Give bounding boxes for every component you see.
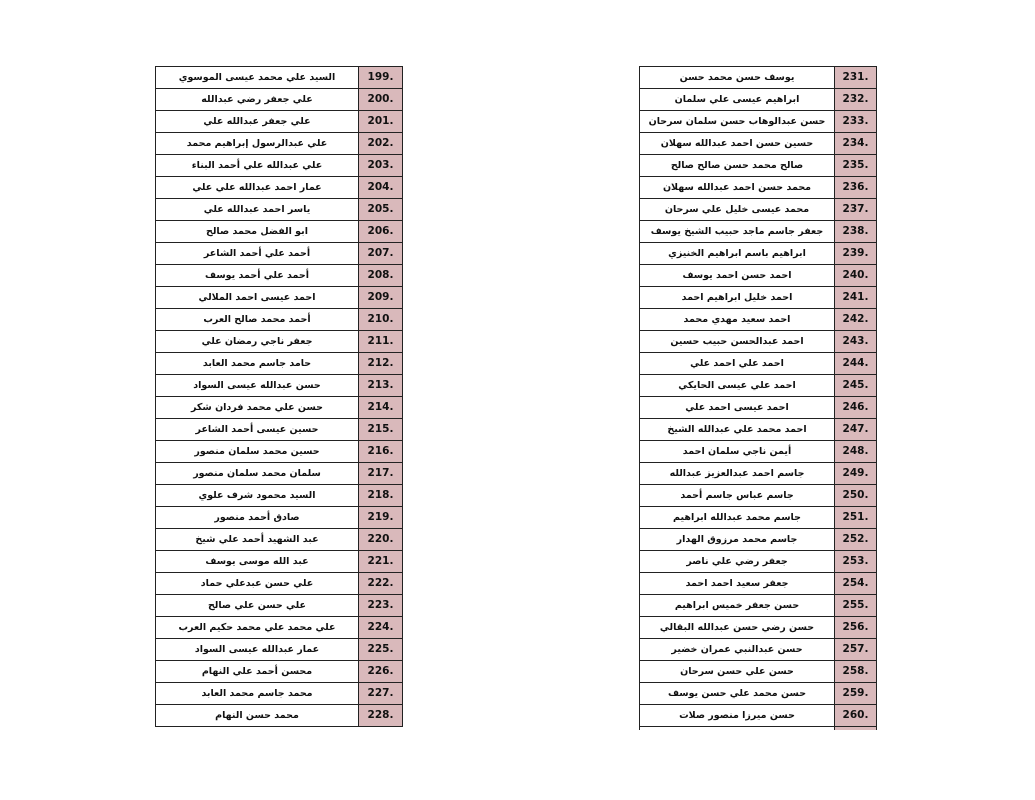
row-number: 201. — [359, 111, 403, 133]
person-name: السيد علي محمد عيسى الموسوي — [156, 67, 359, 89]
table-row — [156, 397, 403, 419]
person-name: حسن علي حسن سرحان — [640, 661, 835, 683]
row-number: 238. — [835, 221, 877, 243]
person-name: علي جعفر عبدالله علي — [156, 111, 359, 133]
table-row — [156, 705, 403, 727]
row-number: 231. — [835, 67, 877, 89]
table-row — [640, 243, 877, 265]
table-row — [156, 639, 403, 661]
person-name: علي عبدالله علي أحمد البناء — [156, 155, 359, 177]
table-row — [156, 155, 403, 177]
table-row — [156, 243, 403, 265]
person-name: احمد محمد علي عبدالله الشيخ — [640, 419, 835, 441]
row-number: 251. — [835, 507, 877, 529]
row-number: 207. — [359, 243, 403, 265]
table-row — [640, 617, 877, 639]
table-row — [156, 661, 403, 683]
person-name: احمد سعيد مهدي محمد — [640, 309, 835, 331]
table-row — [640, 155, 877, 177]
person-name: محمد عيسى خليل علي سرحان — [640, 199, 835, 221]
table-row — [156, 331, 403, 353]
table-row — [640, 463, 877, 485]
person-name: عمار احمد عبدالله علي علي — [156, 177, 359, 199]
row-number: 234. — [835, 133, 877, 155]
row-number: 260. — [835, 705, 877, 727]
person-name: عمار عبدالله عيسى السواد — [156, 639, 359, 661]
person-name: ياسر احمد عبدالله علي — [156, 199, 359, 221]
person-name: علي حسن علي صالح — [156, 595, 359, 617]
row-number: 216. — [359, 441, 403, 463]
table-row — [640, 529, 877, 551]
person-name: ابو الفضل محمد صالح — [156, 221, 359, 243]
person-name: علي محمد علي محمد حكيم العرب — [156, 617, 359, 639]
table-row — [156, 617, 403, 639]
row-number: 228. — [359, 705, 403, 727]
page-bottom-margin — [0, 730, 1035, 800]
person-name: عبد الله موسى يوسف — [156, 551, 359, 573]
table-row — [640, 397, 877, 419]
person-name: احمد عبدالحسن حبيب حسين — [640, 331, 835, 353]
names-table-right — [639, 66, 877, 771]
table-row — [640, 309, 877, 331]
person-name: ابراهيم باسم ابراهيم الخنيزي — [640, 243, 835, 265]
person-name: حسن رضي حسن عبدالله البقالي — [640, 617, 835, 639]
table-row — [640, 551, 877, 573]
row-number: 210. — [359, 309, 403, 331]
person-name: سلمان محمد سلمان منصور — [156, 463, 359, 485]
row-number: 248. — [835, 441, 877, 463]
person-name: أيمن ناجي سلمان احمد — [640, 441, 835, 463]
table-row — [156, 89, 403, 111]
row-number: 249. — [835, 463, 877, 485]
row-number: 221. — [359, 551, 403, 573]
person-name: حسن عبدالوهاب حسن سلمان سرحان — [640, 111, 835, 133]
person-name: علي حسن عبدعلي حماد — [156, 573, 359, 595]
person-name: حسن عبدالله عيسى السواد — [156, 375, 359, 397]
row-number: 246. — [835, 397, 877, 419]
row-number: 218. — [359, 485, 403, 507]
table-row — [640, 265, 877, 287]
row-number: 252. — [835, 529, 877, 551]
person-name: احمد علي عيسى الحايكي — [640, 375, 835, 397]
row-number: 241. — [835, 287, 877, 309]
table-row — [156, 287, 403, 309]
person-name: علي عبدالرسول إبراهيم محمد — [156, 133, 359, 155]
table-row — [640, 133, 877, 155]
person-name: أحمد علي أحمد يوسف — [156, 265, 359, 287]
row-number: 258. — [835, 661, 877, 683]
person-name: جاسم احمد عبدالعزيز عبدالله — [640, 463, 835, 485]
person-name: محمد حسن احمد عبدالله سهلان — [640, 177, 835, 199]
person-name: احمد عيسى احمد الملالي — [156, 287, 359, 309]
table-row — [156, 375, 403, 397]
person-name: حسين عيسى أحمد الشاعر — [156, 419, 359, 441]
row-number: 205. — [359, 199, 403, 221]
row-number: 235. — [835, 155, 877, 177]
person-name: يوسف حسن محمد حسن — [640, 67, 835, 89]
table-row — [640, 177, 877, 199]
table-row — [156, 133, 403, 155]
row-number: 208. — [359, 265, 403, 287]
person-name: علي جعفر رضي عبدالله — [156, 89, 359, 111]
table-row — [640, 199, 877, 221]
table-row — [640, 661, 877, 683]
row-number: 254. — [835, 573, 877, 595]
row-number: 256. — [835, 617, 877, 639]
table-row — [640, 507, 877, 529]
person-name: أحمد محمد صالح العرب — [156, 309, 359, 331]
person-name: أحمد علي أحمد الشاعر — [156, 243, 359, 265]
person-name: حسن ميرزا منصور صلات — [640, 705, 835, 727]
person-name: جعفر ناجي رمضان علي — [156, 331, 359, 353]
person-name: حسن محمد علي حسن يوسف — [640, 683, 835, 705]
row-number: 257. — [835, 639, 877, 661]
table-row — [156, 265, 403, 287]
row-number: 222. — [359, 573, 403, 595]
row-number: 239. — [835, 243, 877, 265]
table-row — [640, 221, 877, 243]
row-number: 226. — [359, 661, 403, 683]
row-number: 223. — [359, 595, 403, 617]
table-row — [640, 331, 877, 353]
row-number: 225. — [359, 639, 403, 661]
row-number: 253. — [835, 551, 877, 573]
table-row — [640, 573, 877, 595]
person-name: جاسم محمد مرزوق الهدار — [640, 529, 835, 551]
table-row — [156, 595, 403, 617]
row-number: 233. — [835, 111, 877, 133]
table-row — [640, 375, 877, 397]
row-number: 242. — [835, 309, 877, 331]
person-name: حسن علي محمد فردان شكر — [156, 397, 359, 419]
row-number: 227. — [359, 683, 403, 705]
person-name: عبد الشهيد أحمد علي شيخ — [156, 529, 359, 551]
table-row — [156, 309, 403, 331]
table-row — [156, 463, 403, 485]
table-row — [156, 683, 403, 705]
person-name: محمد حسن النهام — [156, 705, 359, 727]
table-row — [156, 67, 403, 89]
person-name: حسين محمد سلمان منصور — [156, 441, 359, 463]
row-number: 206. — [359, 221, 403, 243]
row-number: 211. — [359, 331, 403, 353]
person-name: احمد حسن احمد يوسف — [640, 265, 835, 287]
row-number: 240. — [835, 265, 877, 287]
table-row — [156, 199, 403, 221]
table-row — [640, 111, 877, 133]
row-number: 245. — [835, 375, 877, 397]
person-name: جعفر رضي علي ناصر — [640, 551, 835, 573]
person-name: صالح محمد حسن صالح صالح — [640, 155, 835, 177]
table-row — [156, 221, 403, 243]
table-row — [640, 353, 877, 375]
person-name: احمد عيسى احمد علي — [640, 397, 835, 419]
row-number: 236. — [835, 177, 877, 199]
row-number: 232. — [835, 89, 877, 111]
table-row — [156, 507, 403, 529]
person-name: صادق أحمد منصور — [156, 507, 359, 529]
row-number: 243. — [835, 331, 877, 353]
row-number: 203. — [359, 155, 403, 177]
table-row — [640, 419, 877, 441]
person-name: السيد محمود شرف علوي — [156, 485, 359, 507]
names-table-left — [155, 66, 403, 727]
row-number: 247. — [835, 419, 877, 441]
row-number: 215. — [359, 419, 403, 441]
person-name: جاسم محمد عبدالله ابراهيم — [640, 507, 835, 529]
row-number: 237. — [835, 199, 877, 221]
table-row — [156, 529, 403, 551]
row-number: 214. — [359, 397, 403, 419]
table-row — [640, 683, 877, 705]
row-number: 220. — [359, 529, 403, 551]
row-number: 199. — [359, 67, 403, 89]
row-number: 213. — [359, 375, 403, 397]
row-number: 219. — [359, 507, 403, 529]
table-row — [156, 551, 403, 573]
person-name: حامد جاسم محمد العابد — [156, 353, 359, 375]
table-row — [640, 485, 877, 507]
table-row — [156, 419, 403, 441]
person-name: جعفر سعيد احمد احمد — [640, 573, 835, 595]
table-row — [156, 485, 403, 507]
person-name: حسن عبدالنبي عمران خضير — [640, 639, 835, 661]
table-row — [156, 111, 403, 133]
row-number: 217. — [359, 463, 403, 485]
row-number: 200. — [359, 89, 403, 111]
row-number: 250. — [835, 485, 877, 507]
person-name: احمد خليل ابراهيم احمد — [640, 287, 835, 309]
table-row — [640, 89, 877, 111]
row-number: 212. — [359, 353, 403, 375]
row-number: 202. — [359, 133, 403, 155]
row-number: 259. — [835, 683, 877, 705]
row-number: 244. — [835, 353, 877, 375]
row-number: 224. — [359, 617, 403, 639]
row-number: 209. — [359, 287, 403, 309]
person-name: ابراهيم عيسى علي سلمان — [640, 89, 835, 111]
table-row — [156, 441, 403, 463]
person-name: جاسم عباس جاسم أحمد — [640, 485, 835, 507]
person-name: حسين حسن احمد عبدالله سهلان — [640, 133, 835, 155]
person-name: محسن أحمد علي النهام — [156, 661, 359, 683]
table-row — [640, 67, 877, 89]
table-row — [640, 595, 877, 617]
table-row — [640, 639, 877, 661]
row-number: 255. — [835, 595, 877, 617]
row-number: 204. — [359, 177, 403, 199]
table-row — [640, 441, 877, 463]
table-row — [156, 573, 403, 595]
table-row — [156, 177, 403, 199]
table-row — [156, 353, 403, 375]
table-row — [640, 287, 877, 309]
person-name: حسن جعفر خميس ابراهيم — [640, 595, 835, 617]
table-row — [640, 705, 877, 727]
person-name: محمد جاسم محمد العابد — [156, 683, 359, 705]
person-name: جعفر جاسم ماجد حبيب الشيخ يوسف — [640, 221, 835, 243]
person-name: احمد علي احمد علي — [640, 353, 835, 375]
